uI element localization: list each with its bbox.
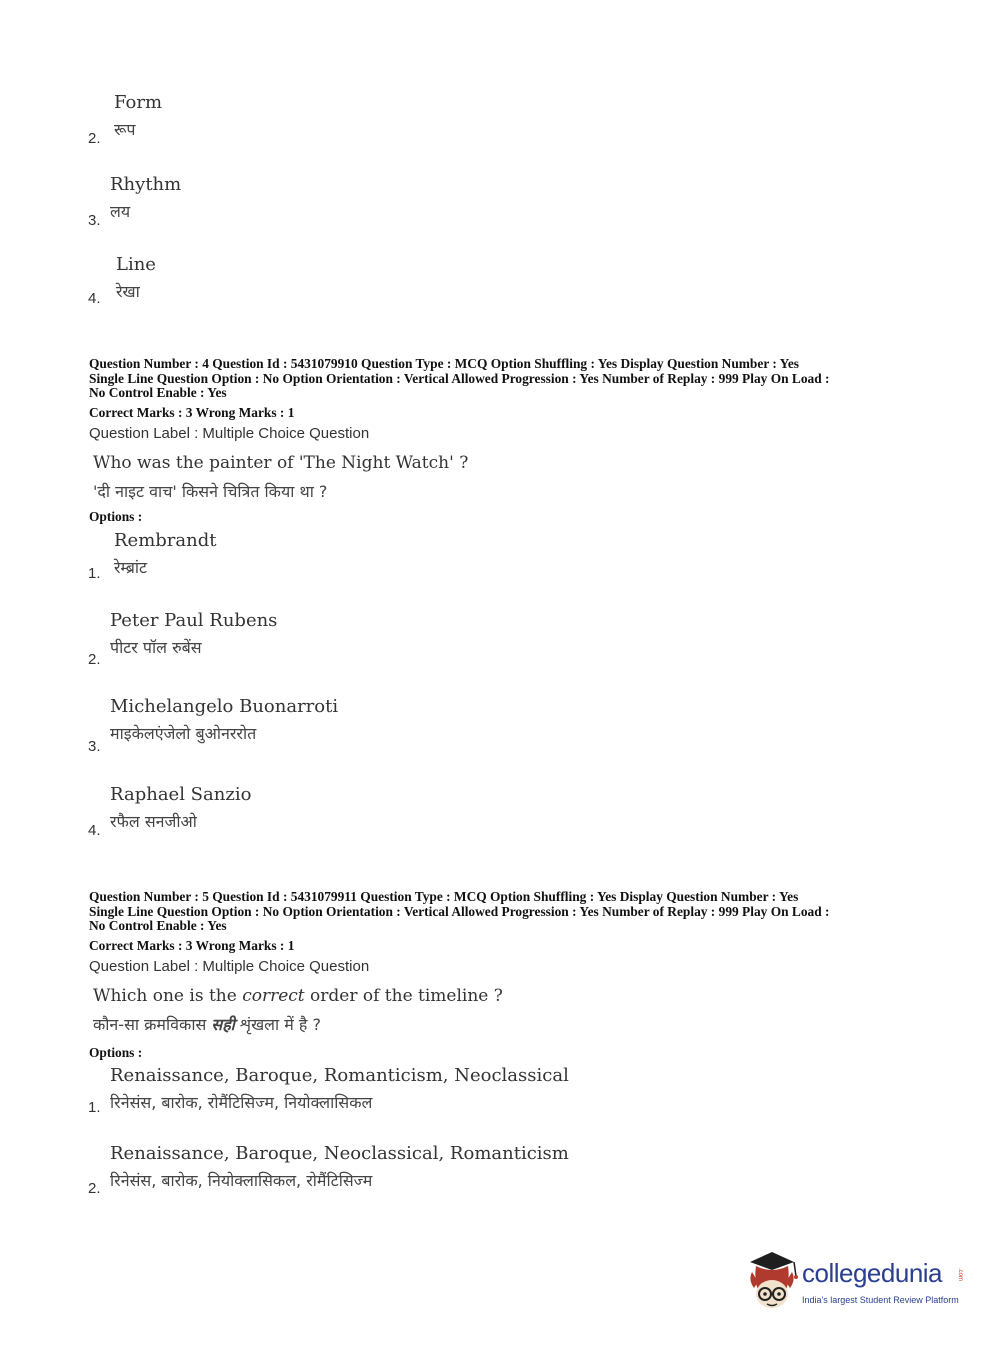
- q5-text-en-emphasis: correct: [242, 986, 305, 1006]
- q5-meta-line1: Question Number : 5 Question Id : 5431079911 Question Type : MCQ Option Shuffling : Yes Display Question Number : Yes: [89, 889, 799, 904]
- option-text-en: Rhythm: [110, 174, 182, 195]
- option-text-en: Rembrandt: [114, 530, 217, 551]
- mascot-icon: [742, 1250, 802, 1314]
- option-text-en: Raphael Sanzio: [110, 784, 252, 805]
- option-number: 2.: [88, 1180, 101, 1197]
- q5-question-text-hi: [93, 1013, 321, 1035]
- option-number: 2.: [88, 651, 101, 668]
- option-number: 3.: [88, 212, 101, 229]
- q4-options-label: Options :: [89, 509, 143, 524]
- option-number: 4.: [88, 290, 101, 307]
- q4-question-text-hi: 'दी नाइट वाच' किसने चित्रित किया था ?: [93, 482, 328, 501]
- q4-question-text-en: Who was the painter of 'The Night Watch' ?: [93, 453, 469, 473]
- q5-text-en-part2: order of the timeline ?: [304, 986, 503, 1006]
- option-text-hi: लय: [110, 202, 131, 221]
- option-number: 1.: [88, 565, 101, 582]
- q5-text-hi-part2: शृंखला में है ?: [234, 1015, 321, 1034]
- logo-domain-suffix: .com: [957, 1268, 963, 1282]
- option-number: 4.: [88, 822, 101, 839]
- option-text-en: Line: [116, 254, 156, 275]
- q4-meta-line1: Question Number : 4 Question Id : 5431079910 Question Type : MCQ Option Shuffling : Yes Display Question Number : Yes: [89, 356, 800, 371]
- q5-meta-line2: Single Line Question Option : No Option Orientation : Vertical Allowed Progression : Yes Number of Replay : 999 Play On Load :: [89, 903, 830, 919]
- q5-meta-line3: No Control Enable : Yes: [89, 918, 227, 933]
- option-text-hi: रिनेसंस, बारोक, नियोक्लासिकल, रोमैंटिसिज्म: [110, 1171, 373, 1190]
- logo-brand-text: collegedunia: [802, 1258, 943, 1288]
- option-text-hi: रिनेसंस, बारोक, रोमैंटिसिज्म, नियोक्लासिकल: [110, 1093, 373, 1112]
- q4-marks: Correct Marks : 3 Wrong Marks : 1: [89, 405, 295, 420]
- option-text-hi: माइकेलएंजेलो बुओनररोत: [110, 724, 257, 743]
- option-number: 1.: [88, 1099, 101, 1116]
- q4-question-label: Question Label : Multiple Choice Question: [89, 425, 370, 442]
- option-text-hi: रफैल सनजीओ: [110, 812, 197, 831]
- option-text-en: Michelangelo Buonarroti: [110, 696, 339, 717]
- q5-text-hi-emphasis: सही: [211, 1015, 235, 1034]
- q5-options-label: Options :: [89, 1045, 143, 1060]
- q4-meta-line3: No Control Enable : Yes: [89, 385, 227, 400]
- q5-marks: Correct Marks : 3 Wrong Marks : 1: [89, 938, 295, 953]
- option-text-hi: पीटर पॉल रुबेंस: [110, 638, 202, 657]
- collegedunia-logo[interactable]: [742, 1250, 972, 1316]
- q5-meta: [89, 890, 919, 934]
- q5-question-text-en: [93, 986, 503, 1006]
- option-text-hi: रेखा: [116, 282, 140, 301]
- q5-text-en-part1: Which one is the: [93, 986, 243, 1006]
- option-text-hi: रेम्ब्रांट: [114, 558, 148, 577]
- option-text-hi: रूप: [114, 120, 136, 139]
- option-text-en: Peter Paul Rubens: [110, 610, 278, 631]
- q4-meta-line2: Single Line Question Option : No Option Orientation : Vertical Allowed Progression : Yes Number of Replay : 999 Play On Load :: [89, 370, 830, 386]
- option-text-en: Form: [114, 92, 163, 113]
- option-number: 2.: [88, 130, 101, 147]
- option-text-en: Renaissance, Baroque, Neoclassical, Romanticism: [110, 1143, 569, 1164]
- option-text-en: Renaissance, Baroque, Romanticism, Neoclassical: [110, 1065, 569, 1086]
- option-number: 3.: [88, 738, 101, 755]
- q5-question-label: Question Label : Multiple Choice Question: [89, 958, 370, 975]
- q5-text-hi-part1: कौन-सा क्रमविकास: [93, 1015, 212, 1034]
- logo-tagline: India's largest Student Review Platform: [802, 1295, 959, 1305]
- q4-meta: [89, 357, 919, 401]
